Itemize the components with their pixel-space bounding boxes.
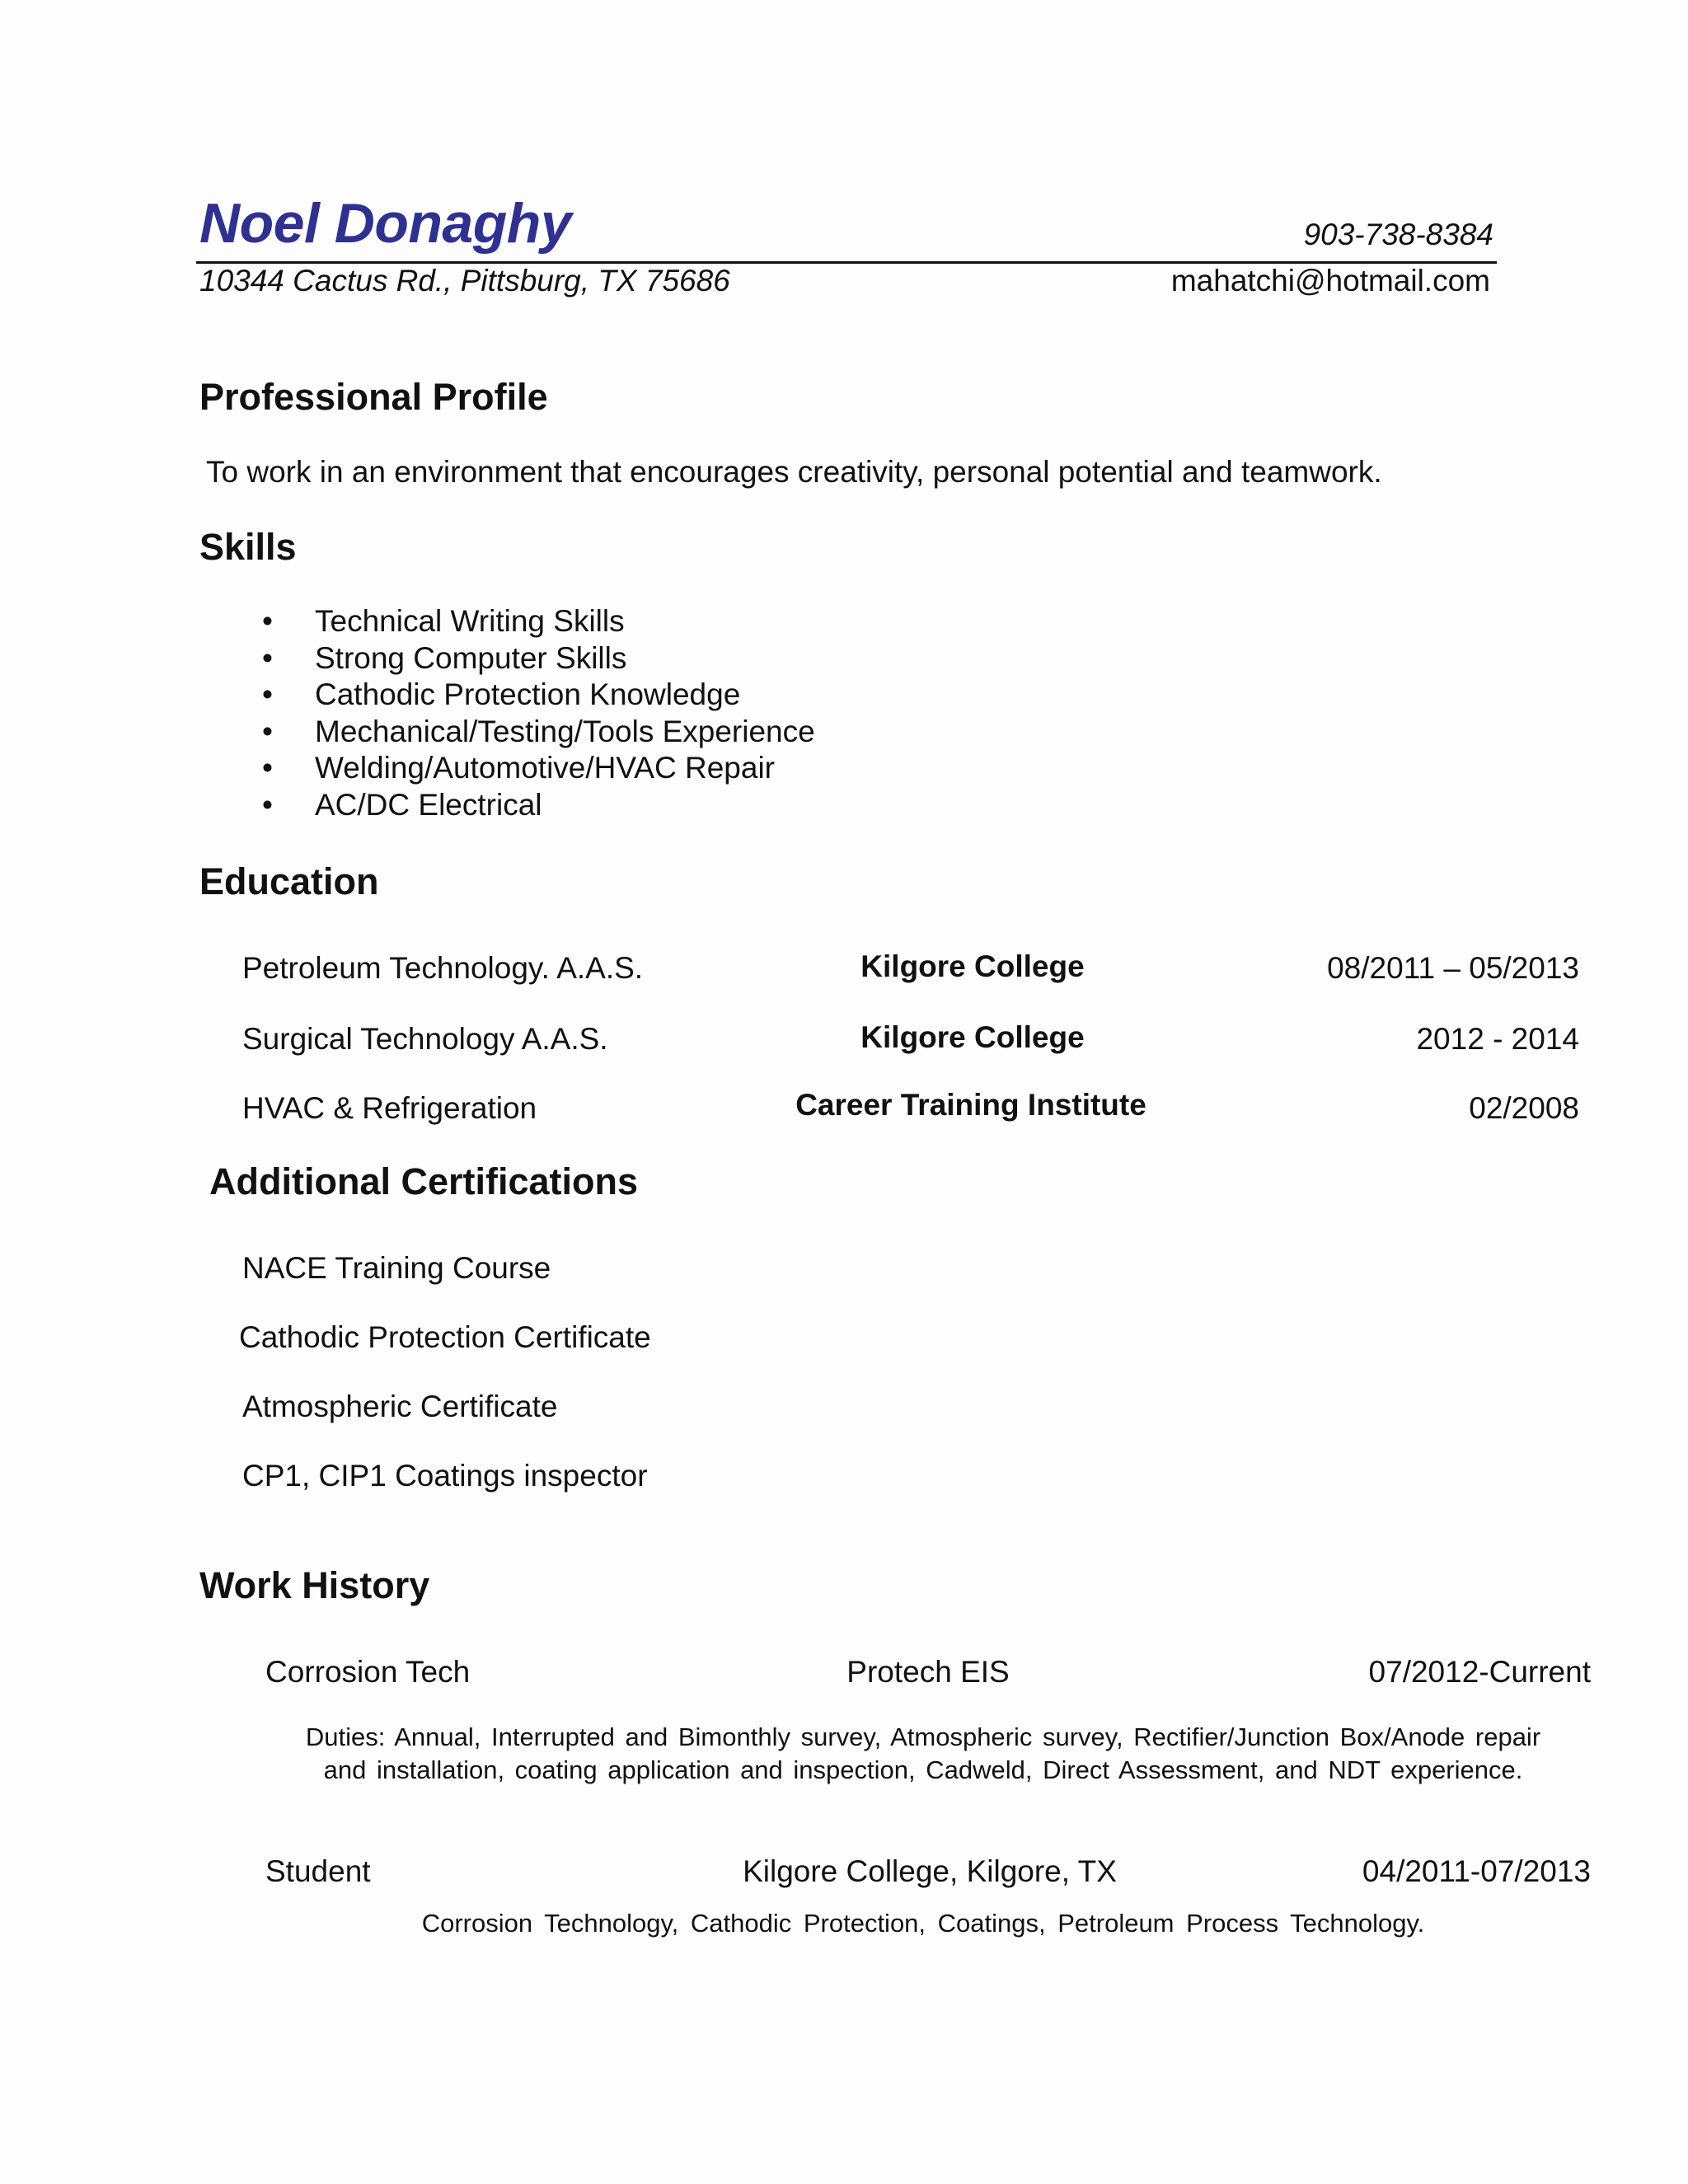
- profile-text: To work in an environment that encourages creativity, personal potential and teamwork.: [206, 455, 1382, 489]
- candidate-name: Noel Donaghy: [199, 192, 572, 255]
- certifications-heading: Additional Certifications: [209, 1160, 639, 1202]
- job-employer: Kilgore College, Kilgore, TX: [743, 1854, 1117, 1888]
- job-description: [264, 1721, 1582, 1787]
- skill-item: • Strong Computer Skills: [262, 640, 815, 677]
- skill-item: • Cathodic Protection Knowledge: [262, 677, 815, 714]
- certification-item: Atmospheric Certificate: [242, 1390, 558, 1423]
- education-degree: Surgical Technology A.A.S.: [242, 1022, 608, 1056]
- education-degree: HVAC & Refrigeration: [242, 1091, 537, 1125]
- email-address: mahatchi@hotmail.com: [1170, 264, 1490, 298]
- education-dates: 2012 - 2014: [1416, 1022, 1579, 1056]
- job-title: Student: [265, 1854, 371, 1888]
- skill-item: • Technical Writing Skills: [262, 603, 815, 640]
- education-dates: 08/2011 – 05/2013: [1327, 951, 1579, 985]
- skills-heading: Skills: [199, 526, 297, 568]
- job-description-line: Duties: Annual, Interrupted and Bimonthly survey, Atmospheric survey, Rectifier/Junction Box/Anode repair: [305, 1722, 1541, 1751]
- certification-item: NACE Training Course: [242, 1251, 551, 1285]
- skill-item: • Mechanical/Testing/Tools Experience: [262, 714, 815, 751]
- education-heading: Education: [199, 860, 379, 902]
- skills-list: [262, 603, 815, 824]
- job-dates: 07/2012-Current: [1368, 1655, 1591, 1689]
- job-employer: Protech EIS: [846, 1655, 1010, 1689]
- education-school: Kilgore College: [860, 949, 1085, 983]
- job-description-line: and installation, coating application and inspection, Cadweld, Direct Assessment, and NDT experience.: [323, 1755, 1523, 1784]
- education-dates: 02/2008: [1469, 1091, 1579, 1125]
- skill-item: • Welding/Automotive/HVAC Repair: [262, 750, 815, 787]
- job-title: Corrosion Tech: [265, 1655, 471, 1689]
- job-dates: 04/2011-07/2013: [1362, 1854, 1591, 1888]
- certification-item: Cathodic Protection Certificate: [239, 1320, 651, 1354]
- education-school: Career Training Institute: [795, 1088, 1146, 1122]
- certification-item: CP1, CIP1 Coatings inspector: [242, 1459, 648, 1493]
- job-description: Corrosion Technology, Cathodic Protection, Coatings, Petroleum Process Technology.: [421, 1909, 1425, 1938]
- education-school: Kilgore College: [860, 1020, 1085, 1054]
- phone-number: 903-738-8384: [1303, 218, 1493, 251]
- profile-heading: Professional Profile: [199, 376, 548, 418]
- work-heading: Work History: [199, 1564, 430, 1606]
- address: 10344 Cactus Rd., Pittsburg, TX 75686: [199, 264, 730, 298]
- education-degree: Petroleum Technology. A.A.S.: [242, 951, 644, 985]
- skill-item: • AC/DC Electrical: [262, 787, 815, 824]
